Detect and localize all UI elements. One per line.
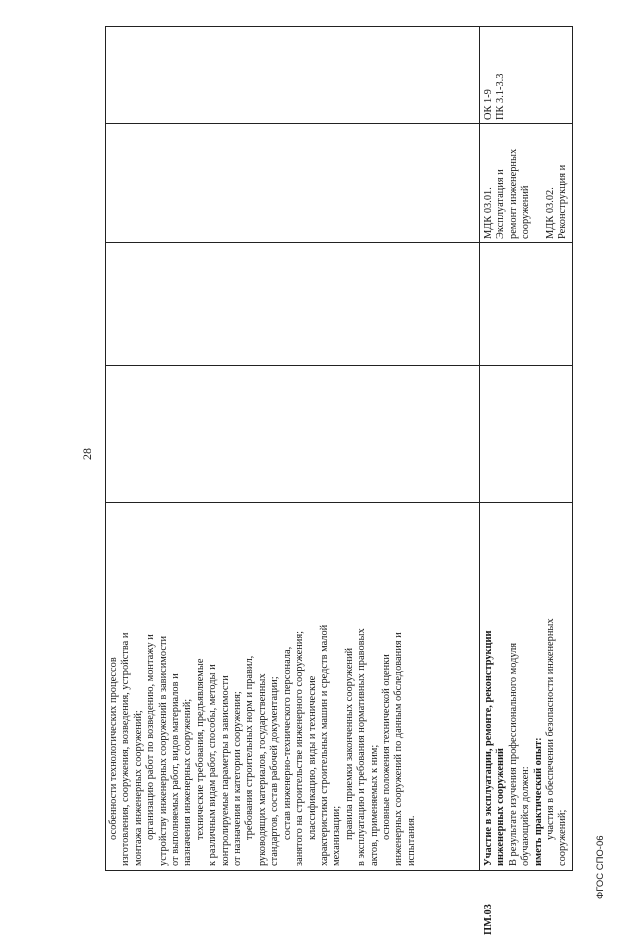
- module-title-line: инженерных сооружений: [495, 748, 507, 866]
- description-line: занятого на строительстве инженерного сооружения;: [294, 631, 306, 866]
- description-line: устройству инженерных сооружений в зависимости: [157, 635, 169, 866]
- col-divider: [105, 502, 573, 503]
- page-number: 28: [80, 448, 94, 460]
- description-line: контролируемые параметры в зависимости: [219, 675, 231, 866]
- description-line: назначения инженерных сооружений;: [182, 698, 194, 866]
- table-border-bottom: [572, 26, 573, 871]
- description-line: правила приемки законченных сооружений: [343, 647, 355, 840]
- mdk-line: [533, 127, 545, 239]
- module-title-line: Участие в эксплуатации, ремонте, реконструкции: [483, 630, 494, 866]
- col-divider: [105, 242, 573, 243]
- description-line: состав инженерно-технического персонала,: [281, 646, 293, 840]
- col-divider: [105, 123, 573, 124]
- row1-description: [108, 506, 418, 866]
- competency-line: ОК 1-9: [483, 89, 494, 120]
- description-line: обучающийся должен:: [520, 766, 532, 866]
- row2-mdk: [483, 127, 570, 239]
- footer-label: ФГОС СПО-06: [595, 835, 606, 899]
- description-line: характеристики строительных машин и средств малой: [318, 624, 330, 866]
- col-divider: [105, 365, 573, 366]
- description-line: монтажа инженерных сооружений;: [132, 710, 144, 866]
- description-line: стандартов, состав рабочей документации;: [269, 676, 281, 866]
- description-line: испытания.: [405, 815, 417, 866]
- mdk-line: Эксплуатация и: [495, 169, 507, 239]
- description-line: от выполняемых работ, видов материалов и: [170, 673, 182, 866]
- description-line: особенности технологических процессов: [108, 657, 119, 840]
- table-border-top: [105, 26, 106, 871]
- row-divider: [479, 26, 480, 871]
- description-line: иметь практический опыт:: [532, 737, 544, 866]
- description-line: механизации;: [331, 805, 343, 866]
- mdk-line: сооружений: [520, 185, 532, 239]
- description-line: к различным видам работ, способы, методы и: [207, 664, 219, 866]
- curriculum-table: [105, 26, 573, 935]
- description-line: изготовления, сооружения, возведения, устройства и: [120, 632, 132, 866]
- row2-competencies: [483, 30, 508, 120]
- row2-description: [483, 506, 570, 866]
- description-line: участия в обеспечении безопасности инженерных: [545, 618, 557, 840]
- module-code: ПМ.03: [483, 904, 494, 935]
- description-line: инженерных сооружений по данным обследования и: [393, 632, 405, 866]
- table-border-right: [105, 26, 573, 27]
- description-line: от назначения и категории сооружения;: [232, 691, 244, 866]
- mdk-line: Реконструкция и: [557, 164, 569, 239]
- description-line: организацию работ по возведению, монтажу и: [145, 634, 157, 840]
- description-line: актов, применяемых к ним;: [368, 744, 380, 866]
- description-line: классификацию, виды и технические: [306, 675, 318, 840]
- description-line: сооружений;: [557, 809, 569, 866]
- competency-line: ПК 3.1-3.3: [495, 73, 507, 120]
- description-line: В результате изучения профессионального модуля: [507, 642, 519, 866]
- description-line: технические требования, предъявляемые: [194, 658, 206, 840]
- description-line: основные положения технической оценки: [380, 654, 392, 840]
- description-line: в эксплуатацию и требования нормативных правовых: [356, 628, 368, 866]
- description-line: требования строительных норм и правил,: [244, 655, 256, 840]
- rotated-page: [40, 25, 606, 935]
- description-line: руководящих материалов, государственных: [256, 673, 268, 866]
- mdk-line: ремонт инженерных: [507, 148, 519, 239]
- table-border-left: [105, 870, 573, 871]
- mdk-line: МДК 03.02.: [545, 187, 557, 239]
- mdk-line: МДК 03.01.: [483, 187, 494, 239]
